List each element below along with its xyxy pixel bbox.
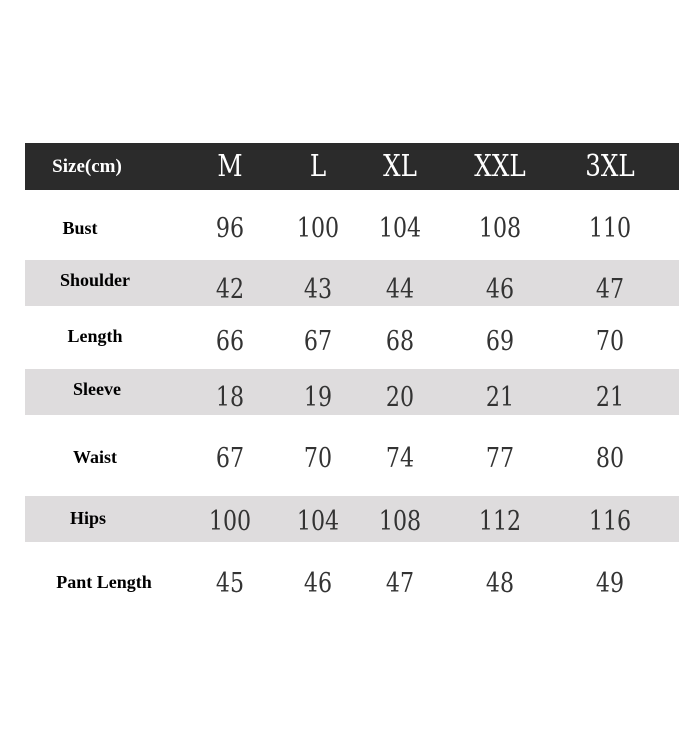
- table-cell: 104: [296, 505, 340, 537]
- table-row-bust: [25, 190, 679, 260]
- table-row-pant-length: [25, 542, 679, 622]
- table-cell: 110: [588, 212, 632, 244]
- row-label: Hips: [69, 507, 107, 528]
- row-label: Bust: [62, 217, 98, 238]
- table-cell: 21: [485, 381, 515, 413]
- header-size-3xl: 3XL: [585, 149, 635, 184]
- table-cell: 48: [485, 567, 515, 599]
- table-cell: 67: [215, 443, 245, 474]
- table-cell: 112: [478, 505, 522, 537]
- table-cell: 116: [588, 505, 632, 537]
- table-cell: 77: [485, 443, 515, 474]
- table-cell: 68: [385, 326, 415, 357]
- header-size-l: L: [309, 149, 327, 184]
- table-header-row: [25, 143, 679, 190]
- table-cell: 100: [296, 212, 340, 244]
- table-cell: 49: [595, 567, 625, 599]
- table-cell: 96: [215, 212, 245, 244]
- table-cell: 108: [378, 505, 422, 537]
- table-cell: 104: [378, 212, 422, 244]
- table-cell: 108: [478, 212, 522, 244]
- header-size-m: M: [217, 149, 243, 184]
- table-cell: 44: [385, 273, 415, 305]
- table-cell: 47: [385, 567, 415, 599]
- table-row-length: [25, 306, 679, 369]
- table-cell: 45: [215, 567, 245, 599]
- table-cell: 18: [215, 381, 245, 413]
- table-row-sleeve: [25, 369, 679, 415]
- size-chart-table: [25, 143, 679, 622]
- table-cell: 67: [303, 326, 333, 357]
- table-cell: 47: [595, 273, 625, 305]
- row-label: Length: [67, 326, 123, 346]
- table-cell: 46: [485, 273, 515, 305]
- table-cell: 100: [208, 505, 252, 537]
- table-cell: 66: [215, 326, 245, 357]
- table-row-hips: [25, 496, 679, 542]
- table-cell: 20: [385, 381, 415, 413]
- table-cell: 42: [215, 273, 245, 305]
- table-cell: 70: [595, 326, 625, 357]
- table-cell: 46: [303, 567, 333, 599]
- table-cell: 74: [385, 443, 415, 474]
- header-label: Size(cm): [52, 155, 122, 177]
- header-size-xl: XL: [383, 149, 417, 184]
- row-label: Shoulder: [59, 269, 131, 290]
- table-cell: 80: [595, 443, 625, 474]
- table-cell: 19: [303, 381, 333, 413]
- table-row-shoulder: [25, 260, 679, 306]
- table-cell: 70: [303, 443, 333, 474]
- row-label: Waist: [72, 447, 117, 467]
- row-label: Pant Length: [56, 571, 152, 592]
- row-label: Sleeve: [73, 378, 121, 399]
- table-cell: 69: [485, 326, 515, 357]
- table-cell: 21: [595, 381, 625, 413]
- table-cell: 43: [303, 273, 333, 305]
- header-size-xxl: XXL: [474, 149, 526, 184]
- table-row-waist: [25, 415, 679, 496]
